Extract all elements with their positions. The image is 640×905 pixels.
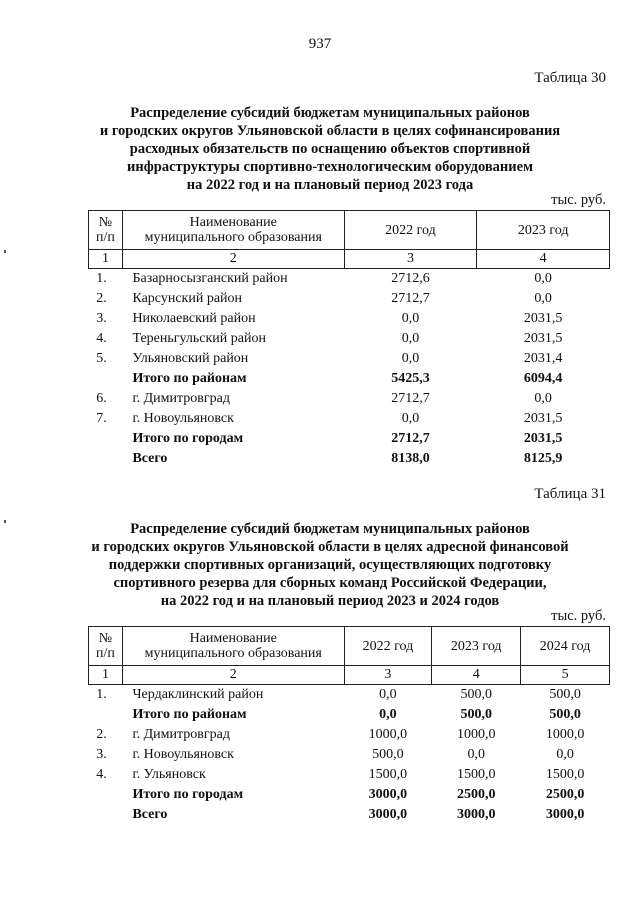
value-2023: 2500,0 xyxy=(456,787,496,802)
value-2022: 2712,7 xyxy=(391,431,430,446)
index-cell: 1 xyxy=(89,666,123,685)
row-name: Базарносызганский район xyxy=(132,271,288,286)
value-2024: 1000,0 xyxy=(545,727,585,742)
table-row xyxy=(89,369,610,389)
row-name: Карсунский район xyxy=(132,291,243,306)
value-2023: 8125,9 xyxy=(523,451,563,466)
value-2024: 500,0 xyxy=(549,707,581,722)
table-30-body xyxy=(89,250,610,470)
row-number: 5. xyxy=(96,351,107,366)
table-30-label: Таблица 30 xyxy=(534,70,606,86)
value-2023: 0,0 xyxy=(534,391,552,406)
row-name: Тереньгульский район xyxy=(132,331,266,346)
header-num-line: п/п xyxy=(96,230,115,245)
page-number: 937 xyxy=(308,36,332,52)
row-name: Итого по районам xyxy=(132,707,247,722)
value-2023: 500,0 xyxy=(460,707,492,722)
value-2023: 2031,5 xyxy=(523,311,563,326)
row-number: 4. xyxy=(96,767,107,782)
title-line: инфраструктуры спортивно-технологическим оборудованием xyxy=(127,159,533,175)
value-2022: 8138,0 xyxy=(391,451,430,466)
row-name: Итого по городам xyxy=(132,787,244,802)
index-cell: 1 xyxy=(89,250,123,269)
table-31 xyxy=(88,626,610,825)
value-2024: 0,0 xyxy=(556,747,574,762)
header-name-line: Наименование xyxy=(189,631,277,646)
row-number xyxy=(89,429,123,449)
title-line: Распределение субсидий бюджетам муниципальных районов xyxy=(130,521,530,537)
table-30-title xyxy=(60,104,600,194)
value-2024: 2500,0 xyxy=(545,787,585,802)
row-name: Николаевский район xyxy=(132,311,256,326)
row-name: г. Новоульяновск xyxy=(132,747,234,762)
value-2024: 1500,0 xyxy=(545,767,585,782)
title-line: поддержки спортивных организаций, осуществляющих подготовку xyxy=(108,557,552,573)
header-num-line: № xyxy=(98,631,113,646)
header-2022: 2022 год xyxy=(344,211,477,250)
table-31-title xyxy=(60,520,600,610)
value-2023: 2031,5 xyxy=(523,331,563,346)
row-number: 6. xyxy=(96,391,107,406)
index-cell: 3 xyxy=(344,250,477,269)
row-number: 3. xyxy=(96,747,107,762)
header-2024: 2024 год xyxy=(521,627,610,666)
index-cell: 3 xyxy=(344,666,432,685)
value-2022: 3000,0 xyxy=(368,787,408,802)
header-num-line: № xyxy=(98,215,113,230)
row-name: г. Димитровград xyxy=(132,727,230,742)
header-num xyxy=(89,627,123,666)
value-2024: 3000,0 xyxy=(545,807,585,822)
index-row xyxy=(89,666,610,685)
value-2022: 0,0 xyxy=(379,707,397,722)
header-2022: 2022 год xyxy=(344,627,432,666)
header-name-line: муниципального образования xyxy=(144,646,322,661)
value-2022: 0,0 xyxy=(401,331,420,346)
index-cell: 2 xyxy=(122,250,344,269)
row-number: 1. xyxy=(96,271,107,286)
value-2022: 0,0 xyxy=(401,311,420,326)
title-line: и городских округов Ульяновской области в целях адресной финансовой xyxy=(91,539,569,555)
table-row xyxy=(89,765,610,785)
scan-mark xyxy=(4,250,6,253)
title-line: и городских округов Ульяновской области в целях софинансирования xyxy=(99,123,561,139)
value-2023: 1500,0 xyxy=(456,767,496,782)
row-name: Итого по районам xyxy=(132,371,247,386)
value-2022: 2712,6 xyxy=(391,271,430,286)
value-2023: 6094,4 xyxy=(523,371,563,386)
header-2023: 2023 год xyxy=(432,627,521,666)
row-number xyxy=(89,805,123,825)
table-row xyxy=(89,725,610,745)
value-2022: 0,0 xyxy=(379,687,397,702)
table-row xyxy=(89,329,610,349)
value-2022: 5425,3 xyxy=(391,371,430,386)
table-row xyxy=(89,685,610,706)
table-row xyxy=(89,309,610,329)
header-num xyxy=(89,211,123,250)
value-2023: 0,0 xyxy=(467,747,485,762)
value-2023: 3000,0 xyxy=(456,807,496,822)
table-30 xyxy=(88,210,610,469)
row-number: 2. xyxy=(96,291,107,306)
table-row xyxy=(89,349,610,369)
row-number xyxy=(89,369,123,389)
value-2022: 2712,7 xyxy=(391,391,430,406)
row-name: г. Димитровград xyxy=(132,391,230,406)
header-name-line: Наименование xyxy=(189,215,277,230)
row-name: Всего xyxy=(132,451,168,466)
value-2022: 1500,0 xyxy=(368,767,408,782)
index-cell: 5 xyxy=(521,666,610,685)
table-row xyxy=(89,269,610,290)
title-line: расходных обязательств по оснащению объектов спортивной xyxy=(129,141,531,157)
title-line: на 2022 год и на плановый период 2023 года xyxy=(186,177,474,193)
table-row xyxy=(89,805,610,825)
value-2023: 0,0 xyxy=(534,271,552,286)
row-number: 1. xyxy=(96,687,107,702)
table-row xyxy=(89,785,610,805)
value-2022: 1000,0 xyxy=(368,727,408,742)
value-2022: 0,0 xyxy=(401,411,420,426)
row-name: Ульяновский район xyxy=(132,351,249,366)
table-30-unit: тыс. руб. xyxy=(551,192,606,208)
index-cell: 4 xyxy=(477,250,610,269)
scan-mark xyxy=(4,520,6,523)
value-2024: 500,0 xyxy=(549,687,581,702)
value-2023: 0,0 xyxy=(534,291,552,306)
row-name: Всего xyxy=(132,807,168,822)
table-31-label: Таблица 31 xyxy=(534,486,606,502)
row-number: 3. xyxy=(96,311,107,326)
row-name: г. Новоульяновск xyxy=(132,411,234,426)
table-row xyxy=(89,449,610,469)
value-2023: 1000,0 xyxy=(456,727,496,742)
value-2022: 2712,7 xyxy=(391,291,430,306)
value-2023: 2031,5 xyxy=(523,431,563,446)
table-31-unit: тыс. руб. xyxy=(551,608,606,624)
row-number xyxy=(89,705,123,725)
index-cell: 4 xyxy=(432,666,521,685)
value-2022: 500,0 xyxy=(372,747,404,762)
row-number: 4. xyxy=(96,331,107,346)
table-row xyxy=(89,389,610,409)
title-line: на 2022 год и на плановый период 2023 и 2024 годов xyxy=(160,593,500,609)
row-number: 7. xyxy=(96,411,107,426)
table-row xyxy=(89,429,610,449)
index-row xyxy=(89,250,610,269)
header-num-line: п/п xyxy=(96,646,115,661)
row-name: г. Ульяновск xyxy=(132,767,206,782)
row-name: Итого по городам xyxy=(132,431,244,446)
value-2022: 3000,0 xyxy=(368,807,408,822)
value-2023: 500,0 xyxy=(460,687,492,702)
row-number xyxy=(89,785,123,805)
row-number: 2. xyxy=(96,727,107,742)
header-name xyxy=(122,211,344,250)
header-2023: 2023 год xyxy=(477,211,610,250)
row-number xyxy=(89,449,123,469)
value-2023: 2031,5 xyxy=(523,411,563,426)
header-name xyxy=(122,627,344,666)
title-line: Распределение субсидий бюджетам муниципальных районов xyxy=(130,105,530,121)
table-row xyxy=(89,289,610,309)
table-row xyxy=(89,705,610,725)
row-name: Чердаклинский район xyxy=(132,687,264,702)
table-row xyxy=(89,745,610,765)
value-2023: 2031,4 xyxy=(523,351,563,366)
value-2022: 0,0 xyxy=(401,351,420,366)
table-row xyxy=(89,409,610,429)
table-31-body xyxy=(89,666,610,826)
title-line: спортивного резерва для сборных команд Российской Федерации, xyxy=(113,575,547,591)
header-name-line: муниципального образования xyxy=(144,230,322,245)
index-cell: 2 xyxy=(122,666,344,685)
